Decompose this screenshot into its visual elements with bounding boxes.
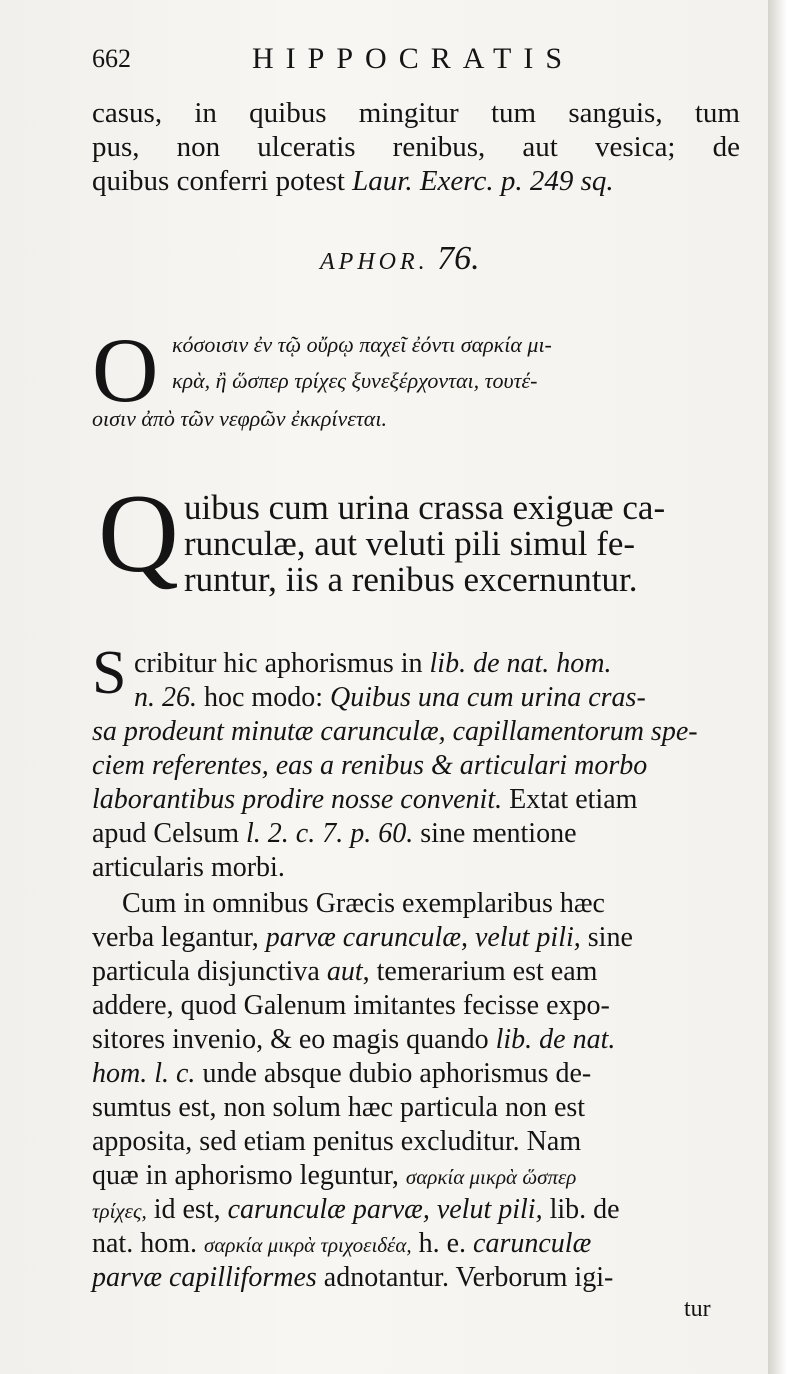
text-span: lib. de	[542, 1194, 620, 1225]
text-span: particula disjunctiva	[92, 956, 327, 987]
greek-aphorism	[92, 319, 740, 438]
text-span: h. e.	[411, 1228, 474, 1259]
quotation: Quibus una cum urina cras-	[330, 682, 646, 713]
text-line	[92, 1160, 576, 1192]
text-span: sine	[580, 922, 633, 953]
text-line	[134, 648, 612, 680]
text-span: sitores invenio, & eo magis quando	[92, 1024, 496, 1055]
reference: n. 26.	[134, 682, 197, 713]
reference: Laur. Exerc. p. 249 sq.	[352, 165, 614, 197]
text-span: hoc modo:	[197, 682, 330, 713]
quotation: aut	[326, 956, 363, 987]
text-line	[92, 922, 633, 954]
latin-line: runculæ, aut veluti pili simul fe-	[184, 524, 636, 563]
quotation: laborantibus prodire nosse convenit.	[92, 784, 503, 815]
greek-line: κρὰ, ἢ ὥσπερ τρίχες ξυνεξέρχονται, τουτέ-	[172, 368, 538, 393]
quotation: parvæ carunculæ, velut pili,	[265, 922, 581, 953]
text-line: ciem referentes, eas a renibus & articulari morbo	[92, 750, 648, 781]
text-line: casus, in quibus mingitur tum sanguis, tum	[92, 97, 740, 129]
reference: lib. de nat.	[495, 1024, 616, 1055]
text-span: unde absque dubio aphorismus de-	[195, 1058, 592, 1089]
text-span: sine mentione	[413, 818, 577, 849]
page-edge	[768, 0, 800, 1374]
reference: l. 2. c. 7. p. 60.	[246, 818, 414, 849]
drop-cap: S	[92, 639, 127, 707]
text-span: , temerarium est eam	[362, 956, 598, 987]
text-line	[92, 1194, 620, 1226]
latin-line: uibus cum urina crassa exiguæ ca-	[184, 488, 666, 527]
drop-cap: Q	[98, 472, 179, 596]
text-line: articularis morbi.	[92, 852, 285, 883]
reference: hom. l. c.	[92, 1058, 196, 1089]
quotation: parvæ capilliformes	[92, 1262, 317, 1293]
catchword: tur	[684, 1296, 711, 1322]
text-span: quibus conferri potest	[92, 165, 353, 197]
page-number: 662	[92, 44, 131, 73]
text-line	[92, 956, 597, 988]
text-line	[92, 1262, 613, 1294]
text-line: addere, quod Galenum imitantes fecisse expo-	[92, 990, 610, 1021]
text-span: verba legantur,	[92, 922, 266, 953]
running-head: HIPPOCRATIS	[252, 42, 575, 75]
text-span: apud Celsum	[92, 818, 246, 849]
text-line	[92, 1058, 591, 1090]
latin-line: runtur, iis a renibus excernuntur.	[184, 560, 638, 599]
text-span: id est,	[146, 1194, 228, 1225]
text-line: apposita, sed etiam penitus excluditur. Nam	[92, 1126, 582, 1157]
quotation: carunculæ	[473, 1228, 592, 1259]
text-span: quæ in aphorismo leguntur,	[92, 1160, 406, 1191]
aphorism-number: 76.	[437, 240, 480, 277]
text-span: Extat etiam	[502, 784, 638, 815]
greek-line: οισιν ἀπὸ τῶν νεφρῶν ἐκκρίνεται.	[92, 406, 387, 431]
text-line	[92, 1024, 615, 1056]
greek-quotation: σαρκία μικρὰ ὥσπερ	[405, 1165, 577, 1189]
aphorism-heading	[320, 240, 480, 278]
reference: lib. de nat. hom.	[429, 648, 612, 679]
text-line	[92, 818, 577, 850]
greek-quotation: τρίχες,	[92, 1199, 147, 1223]
text-line	[92, 164, 740, 198]
text-line: pus, non ulceratis renibus, aut vesica; de	[92, 131, 740, 163]
text-line	[134, 682, 646, 714]
text-line: sumtus est, non solum hæc particula non est	[92, 1092, 586, 1123]
text-line	[92, 784, 637, 816]
aphorism-label: APHOR.	[320, 249, 429, 275]
latin-aphorism	[92, 472, 740, 602]
text-line	[92, 1228, 591, 1260]
greek-line: κόσοισιν ἐν τῷ οὔρῳ παχεῖ ἐόντι σαρκία μι-	[172, 332, 552, 357]
text-span: nat. hom.	[92, 1228, 204, 1259]
page-header	[92, 40, 732, 80]
text-line: Cum in omnibus Græcis exemplaribus hæc	[122, 888, 605, 919]
text-span: cribitur hic aphorismus in	[134, 648, 430, 679]
drop-cap: O	[92, 319, 159, 421]
text-line: sa prodeunt minutæ carunculæ, capillamentorum spe-	[92, 716, 698, 747]
greek-quotation: σαρκία μικρὰ τριχοειδέα,	[204, 1233, 412, 1257]
quotation: carunculæ parvæ, velut pili,	[227, 1194, 543, 1225]
text-span: adnotantur. Verborum igi-	[316, 1262, 614, 1293]
intro-paragraph	[92, 96, 740, 198]
